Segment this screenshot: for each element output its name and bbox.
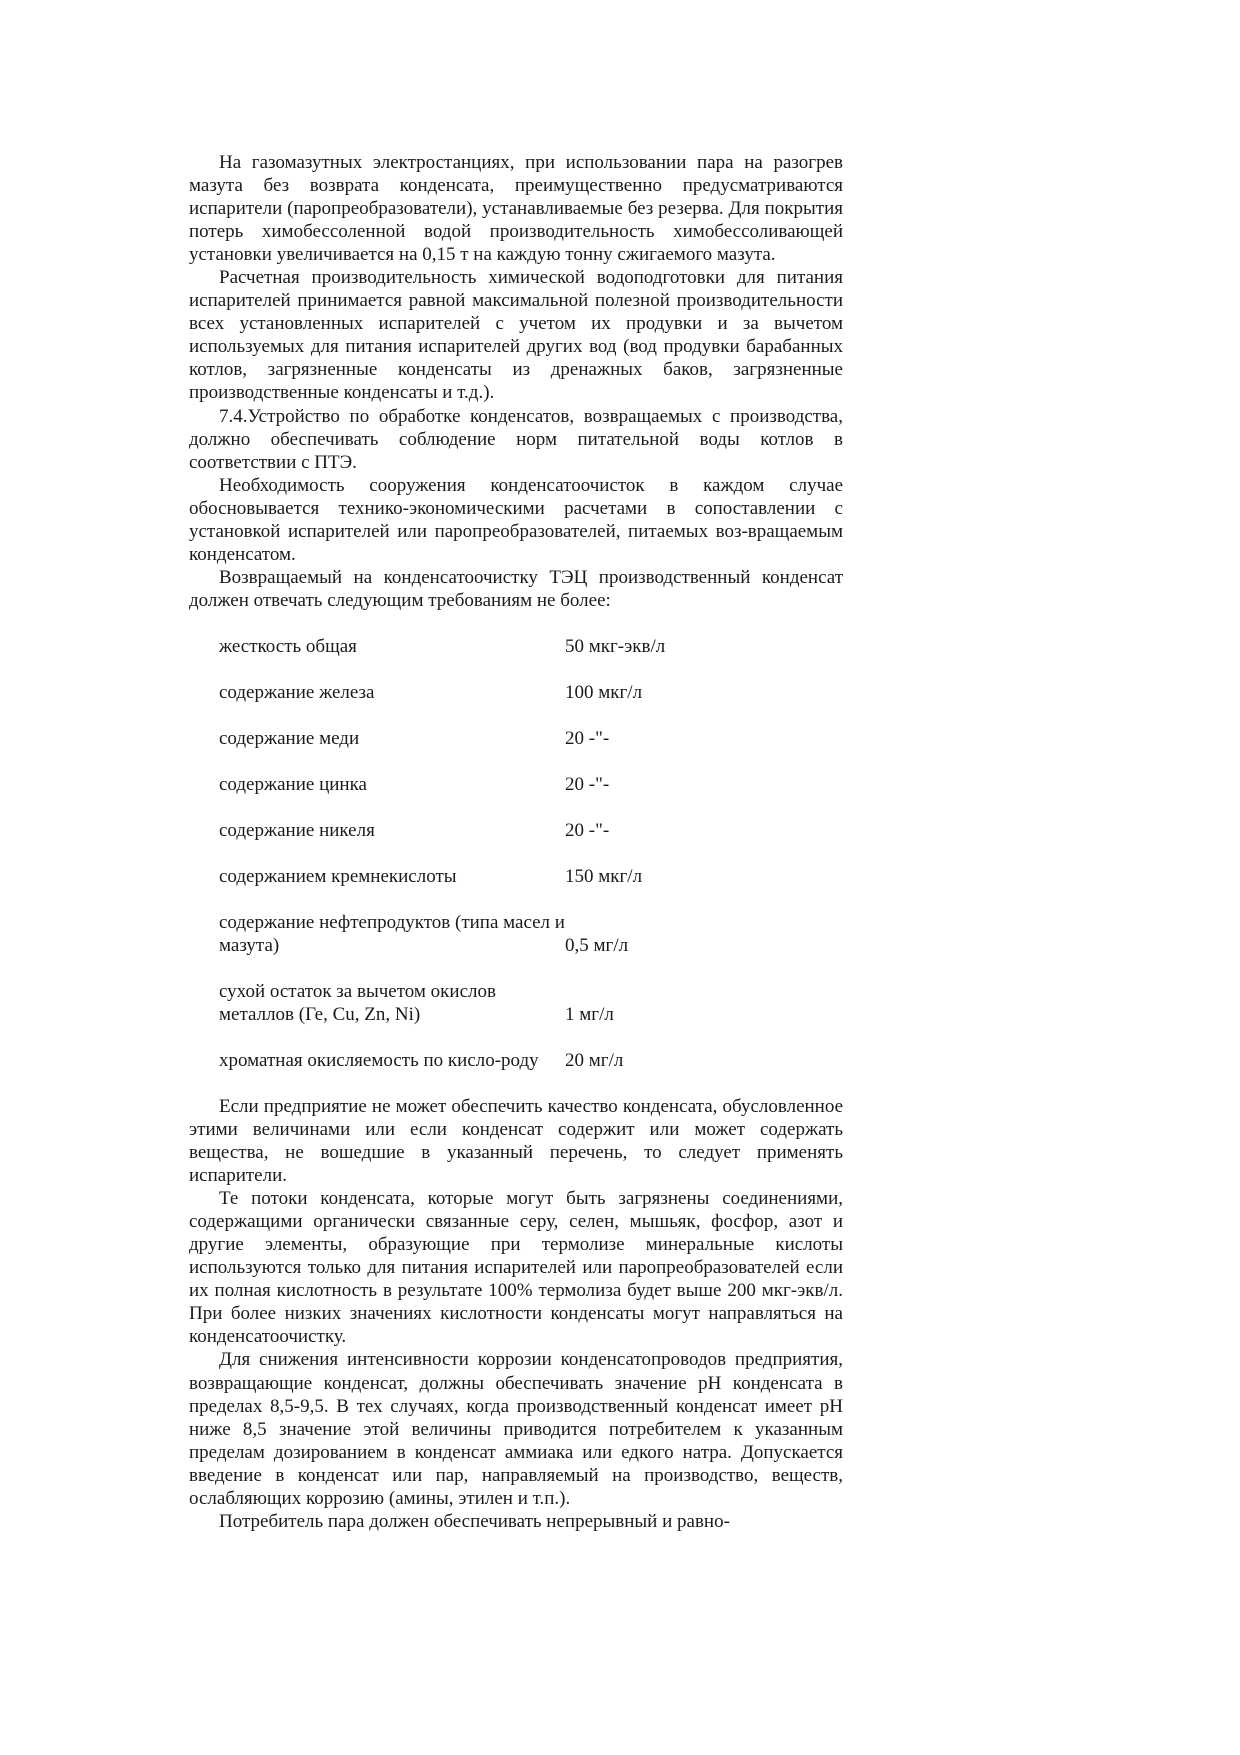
requirement-name: содержание никеля (219, 819, 375, 841)
requirement-row (219, 681, 843, 704)
requirement-row (219, 635, 843, 658)
paragraph-contaminated-streams: Те потоки конденсата, которые могут быть загрязнены соединениями, содержащими органически связанные серу, селен, мышьяк, фосфор, азот и другие элементы, образующие при термолизе минеральные кислоты используются только для питания испарителей или паропреобразователей если их полная кислотность в результате 100% термолиза будет выше 200 мкг-экв/л. При более низких значениях кислотности конденсаты могут направляться на конденсатоочистку. (189, 1188, 843, 1348)
requirement-row (219, 1049, 843, 1072)
paragraph-condensate-cleaning-need: Необходимость сооружения конденсатоочисток в каждом случае обосновывается технико-экономическими расчетами в сопоставлении с установкой испарителей или паропреобразователей, питаемых воз-вращаемым конденсатом. (189, 474, 843, 565)
requirement-name: хроматная окисляемость по кисло-роду (219, 1049, 539, 1071)
paragraph-water-treatment-capacity: Расчетная производительность химической водоподготовки для питания испарителей принимается равной максимальной полезной производительности всех установленных испарителей с учетом их продувки и за вычетом используемых для питания испарителей других вод (вод продувки барабанных котлов, загрязненные конденсаты из дренажных баков, загрязненные производственные конденсаты и т.д.). (189, 267, 843, 404)
requirement-row (219, 865, 843, 888)
requirement-value: 20 -"- (565, 727, 610, 749)
requirement-row (219, 727, 843, 750)
requirement-name: сухой остаток за вычетом окислов металлов (Ге, Cu, Zn, Ni) (219, 980, 496, 1025)
requirement-value: 20 мг/л (565, 1049, 624, 1071)
requirement-value: 20 -"- (565, 773, 610, 795)
paragraph-corrosion-ph: Для снижения интенсивности коррозии конденсатопроводов предприятия, возвращающие конденсат, должны обеспечивать значение pH конденсата в пределах 8,5-9,5. В тех случаях, когда производственный конденсат имеет pH ниже 8,5 значение этой величины приводится потребителем к указанным пределам дозированием в конденсат аммиака или едкого натра. Допускается введение в конденсат или пар, направляемый на производство, веществ, ослабляющих коррозию (амины, этилен и т.п.). (189, 1349, 843, 1509)
requirement-row (219, 819, 843, 842)
requirement-row (219, 911, 843, 957)
requirement-name: содержание меди (219, 727, 360, 749)
paragraph-steam-consumer: Потребитель пара должен обеспечивать непрерывный и равно- (219, 1510, 730, 1532)
requirement-name: жесткость общая (219, 635, 357, 657)
requirement-name: содержание железа (219, 681, 375, 703)
paragraph-use-evaporators: Если предприятие не может обеспечить качество конденсата, обусловленное этими величинами или если конденсат содержит или может содержать вещества, не вошедшие в указанный перечень, то следует применять испарители. (189, 1095, 843, 1187)
paragraph-evaporators-fuel-oil: На газомазутных электростанциях, при использовании пара на разогрев мазута без возврата конденсата, преимущественно предусматриваются испарители (паропреобразователи), устанавливаемые без резерва. Для покрытия потерь химобессоленной водой производительность химобессоливающей установки увеличивается на 0,15 т на каждую тонну сжигаемого мазута. (189, 152, 843, 266)
paragraph-section-7-4: 7.4.Устройство по обработке конденсатов, возвращаемых с производства, должно обеспечивать соблюдение норм питательной воды котлов в соответствии с ПТЭ. (189, 405, 843, 473)
requirement-value: 50 мкг-экв/л (565, 635, 666, 657)
requirement-value: 0,5 мг/л (565, 934, 629, 956)
requirements-table (219, 635, 843, 1072)
requirement-name: содержание нефтепродуктов (типа масел и мазута) (219, 911, 565, 956)
requirement-row (219, 980, 843, 1026)
requirement-value: 1 мг/л (565, 1003, 614, 1025)
requirement-value: 150 мкг/л (565, 865, 643, 887)
requirement-value: 100 мкг/л (565, 681, 643, 703)
requirement-name: содержанием кремнекислоты (219, 865, 457, 887)
paragraph-requirements-intro: Возвращаемый на конденсатоочистку ТЭЦ производственный конденсат должен отвечать следующим требованиям не более: (189, 566, 843, 611)
requirement-name: содержание цинка (219, 773, 367, 795)
requirement-value: 20 -"- (565, 819, 610, 841)
requirement-row (219, 773, 843, 796)
document-page (189, 151, 843, 1533)
